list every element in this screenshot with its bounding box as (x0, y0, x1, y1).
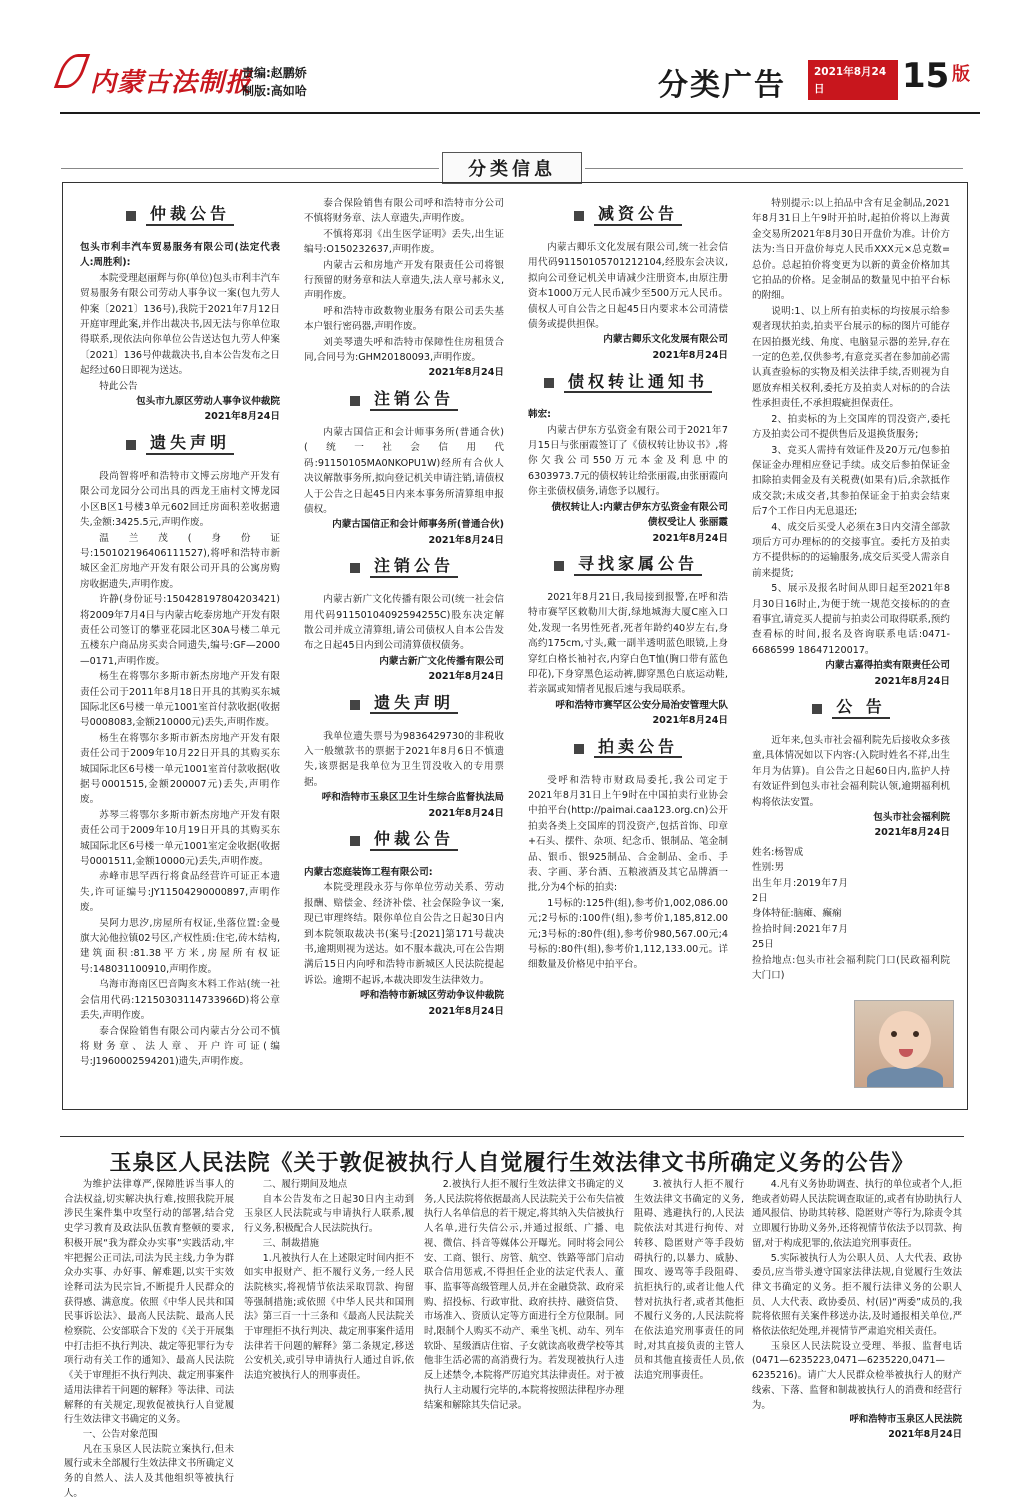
ad-signer: 呼和浩特市玉泉区卫生计生综合监督执法局 (321, 792, 504, 804)
square-bullet-icon (350, 563, 360, 573)
ad-date: 2021年8月24日 (874, 675, 950, 687)
ad-paragraph: 赤峰市思罕西行将食品经营许可证正本遗失,许可证编号:JY11504290000897,声明作废。 (80, 871, 280, 914)
ad-addressee: 内蒙古恋庭装饰工程有限公司: (304, 867, 433, 878)
ad-date: 2021年8月24日 (428, 367, 504, 379)
square-bullet-icon (126, 440, 136, 450)
date-box (808, 60, 898, 112)
ad-heading: 仲裁公告 (304, 829, 504, 853)
court-paragraph: 凡在玉泉区人民法院立案执行,但未履行或未全部履行生效法律文书所确定义务的自然人、法人及其他组织等被执行人。 (64, 1443, 234, 1499)
court-paragraph: 3.被执行人拒不履行生效法律文书确定的义务,阻碍、逃避执行的,人民法院依法对其进行拘传、对转移、隐匿财产等手段妨碍执行的,以暴力、威胁、围攻、谩骂等手段阻碍、抗拒执行的,或者让他人代替对抗执行者,或者其他拒不履行义务的,人民法院将在依法追究刑事责任的同时,对其直接负责的主管人员和其他直接责任人员,依法追究刑事责任。 (634, 1179, 744, 1382)
column-2 (304, 196, 504, 1019)
ad-heading: 减资公告 (528, 204, 728, 228)
ad-paragraph: 内蒙古新广文化传播有限公司(统一社会信用代码91150104092594255C)股东决定解散公司并成立清算组,请公司债权人自本公告发布之日起45日内到公司清算债权债务。 (304, 594, 504, 652)
ad-paragraph: 刘美琴遗失呼和浩特市保障性住房租赁合同,合同号为:GHM20180093,声明作废。 (304, 336, 504, 364)
ad-paragraph: 内蒙古伊东方弘资金有限公司于2021年7月15日与张丽霞签订了《债权转让协议书》,将你欠我公司550万元本金及利息中的6303973.7元的债权转让给张丽霞,由张丽霞向你主张债权债务,请您予以履行。 (528, 424, 728, 498)
page-number: 15 (902, 56, 950, 96)
ad-paragraph: 温兰茂(身份证号:150102196406111527),将呼和浩特市新城区金汇房地产开发有限公司开具的公寓房购房收据遗失,声明作废。 (80, 532, 280, 590)
ad-paragraph: 杨生在将鄂尔多斯市新杰房地产开发有限责任公司于2009年10月22日开具的其购买东城国际北区6号楼一单元1001室首付款收据(收据号0001515,金额200007元)丢失,声明作废。 (80, 732, 280, 806)
header-rule (60, 112, 980, 114)
ad-heading: 遗失声明 (304, 693, 504, 717)
ad-paragraph: 1号标的:125件(组),参考价1,002,086.00元;2号标的:100件(组),参考价1,185,812.00元;3号标的:80件(组),参考价980,567.00元;4号标的:80件(组),参考价1,112,133.00元。详细数量及价格见中拍平台。 (528, 897, 728, 971)
square-bullet-icon (126, 211, 136, 221)
ad-paragraph: 近年来,包头市社会福利院先后接收众多孩童,具体情况如以下内容:(入院时姓名不祥,出生年月为估算)。自公告之日起60日内,监护人持有效证件到包头市社会福利院认领,逾期福利机构将依法安置。 (752, 735, 950, 808)
square-bullet-icon (812, 704, 822, 714)
ad-heading: 公 告 (752, 697, 950, 721)
court-column-1 (64, 1178, 234, 1501)
ad-signer: 包头市社会福利院 (873, 812, 950, 824)
court-paragraph: 自本公告发布之日起30日内主动到玉泉区人民法院或与申请执行人联系,履行义务,积极配合人民法院执行。 (244, 1193, 414, 1235)
ad-paragraph: 本院受理段永芬与你单位劳动关系、劳动报酬、赔偿金、经济补偿、社会保险争议一案,现已审理终结。限你单位自公告之日起30日内到本院领取裁决书(案号:[2021]第171号裁决书,逾期则视为送达。如不服本裁决,可在公告期满后15日内向呼和浩特市新城区人民法院提起诉讼。逾期不起诉,本裁决即发生法律效力。 (304, 882, 504, 986)
ad-paragraph: 泰合保险销售有限公司呼和浩特市分公司不慎将财务章、法人章遗失,声明作废。 (304, 198, 504, 225)
square-bullet-icon (554, 561, 564, 571)
credits (242, 64, 307, 100)
ad-date: 2021年8月24日 (652, 532, 728, 544)
ad-signer: 呼和浩特市赛罕区公安分局治安管理大队 (555, 699, 728, 711)
masthead (60, 56, 980, 112)
ad-addressee: 韩宏: (528, 409, 552, 421)
ad-heading: 拍卖公告 (528, 737, 728, 761)
court-column-2 (244, 1178, 414, 1384)
column-4 (752, 196, 950, 984)
newspaper-emblem-icon (54, 54, 90, 88)
column-3 (528, 196, 728, 973)
ad-paragraph: 特别提示:以上拍品中含有足金制品,2021年8月31日上午9时开拍时,起拍价将以上海黄金交易所2021年8月30日开盘价为准。计价方法为:当日开盘价每克人民币XXX元×总克数=总价。总起拍价将变更为以新的黄金价格加其它拍品的价格。足金制品的数量见中拍平台标的附细。 (752, 198, 950, 302)
court-paragraph: 5.实际被执行人为公职人员、人大代表、政协委员,应当带头遵守国家法律法规,自觉履行生效法律文书确定的义务。拒不履行法律义务的公职人员、人大代表、政协委员、村(居)“两委”成员的,我院将依照有关案件移送办法,及时通报相关单位,严格依法依纪处理,并视情节严肃追究相关责任。 (752, 1252, 962, 1338)
ad-paragraph: 4、成交后买受人必须在3日内交清全部款项后方可办理标的的交接事宜。委托方及拍卖方不提供标的的运输服务,成交后买受人需亲自前来提货; (752, 521, 950, 579)
ad-paragraph: 杨生在将鄂尔多斯市新杰房地产开发有限责任公司于2011年8月18日开具的其购买东城国际北区6号楼一单元1001室首付款收据(收据号0008083,金额210000元)丢失,声明作废。 (80, 671, 280, 729)
square-bullet-icon (574, 211, 584, 221)
ad-paragraph: 说明:1、以上所有拍卖标的均按展示给参观者现状拍卖,拍卖平台展示的标的图片可能存在因拍摄光线、角度、电脑显示器的差异,存在一定的色差,仅供参考,有意竞买者在参加前必需认真查验标的实物及相关法律手续,否则视为自愿放弃相关权利,委托方及拍卖人对标的的合法性承担责任,不承担瑕疵担保责任。 (752, 305, 950, 410)
court-paragraph: 为维护法律尊严,保障胜诉当事人的合法权益,切实解决执行难,按照我院开展涉民生案件集中攻坚行动的部署,结合党史学习教育及政法队伍教育整顿的要求,积极开展“我为群众办实事”实践活动,牢牢把握公正司法,司法为民主线,力争为群众办实事、办好事、解难题,以实干实效诠释司法为民宗旨,不断提升人民群众的获得感、满意度。依照《中华人民共和国民事诉讼法》、最高人民法院、最高人民检察院、公安部联合下发的《关于开展集中打击拒不执行判决、裁定等犯罪行为专项行动有关工作的通知》、最高人民法院《关于审理拒不执行判决、裁定刑事案件适用法律若干问题的解释》等法律、司法解释的有关规定,现敦促被执行人自觉履行生效法律文书确定的义务。 (64, 1179, 234, 1426)
issue-date: 2021年8月24日 (814, 66, 887, 95)
ad-paragraph: 5、展示及报名时间从即日起至2021年8月30日16时止,为便于统一规范交接标的的查看事宜,请竞买人提前与拍卖公司取得联系,预约查看标的时间,报名及咨询联系电话:0471-6686599 18647120017。 (752, 583, 950, 656)
court-date: 2021年8月24日 (888, 1428, 962, 1440)
ad-paragraph: 内蒙古云和房地产开发有限责任公司将银行预留的财务章和法人章遗失,法人章号郝永义,声明作废。 (304, 259, 504, 302)
issue-weekday: 星期二 (837, 100, 869, 112)
ad-signer: 债权受让人 张丽霞 (647, 517, 728, 529)
ad-date: 2021年8月24日 (874, 827, 950, 839)
court-paragraph: 玉泉区人民法院设立受理、举报、监督电话(0471—6235223,0471—6235220,0471—6235216)。请广大人民群众检举被执行人的财产线索、下落、监督和制裁被执行人的消费和经营行为。 (752, 1340, 962, 1411)
ad-heading: 注销公告 (304, 556, 504, 580)
editor-credit: 责编:赵鹏娇 (242, 66, 307, 80)
ad-signer: 内蒙古嘉得拍卖有限责任公司 (825, 660, 950, 672)
ad-paragraph: 泰合保险销售有限公司内蒙古分公司不慎将财务章、法人章、开户许可证(编号:J1960002594201)遗失,声明作废。 (80, 1025, 280, 1068)
court-paragraph: 二、履行期间及地点 (262, 1179, 348, 1190)
square-bullet-icon (350, 700, 360, 710)
court-signer: 呼和浩特市玉泉区人民法院 (849, 1414, 962, 1426)
child-photo (854, 1000, 954, 1088)
page-suffix: 版 (952, 64, 970, 85)
child-birth: 出生年月:2019年7月2日 (752, 877, 848, 905)
ad-paragraph: 乌海市海南区巴音陶亥木料工作站(统一社会信用代码:12150303114733966D)将公章丢失,声明作废。 (80, 979, 280, 1022)
ad-date: 2021年8月24日 (428, 807, 504, 819)
court-paragraph: 1.凡被执行人在上述限定时间内拒不如实申报财产、拒不履行义务,一经人民法院核实,将视情节依法采取罚款、拘留等强制措施;或依照《中华人民共和国刑法》第三百一十三条和《最高人民法院关于审理拒不执行判决、裁定刑事案件适用法律若干问题的解释》第二条规定,移送公安机关,或引导申请执行人通过自诉,依法追究被执行人的刑事责任。 (244, 1252, 414, 1382)
square-bullet-icon (350, 836, 360, 846)
category-banner: 分类信息 (442, 152, 582, 184)
square-bullet-icon (544, 378, 554, 388)
court-notice-rule (60, 1136, 964, 1137)
section-title: 分类广告 (658, 68, 786, 103)
ad-date: 2021年8月24日 (428, 534, 504, 546)
ad-paragraph: 我单位遗失票号为9836429730的非税收入一般缴款书的票据于2021年8月6日不慎遗失,该票据是我单位为卫生罚没收入的专用票据。 (304, 730, 504, 788)
child-info (752, 845, 848, 953)
column-1 (80, 196, 280, 1070)
ad-date: 2021年8月24日 (652, 349, 728, 361)
court-paragraph: 三、制裁措施 (262, 1237, 320, 1249)
child-gender: 性别:男 (752, 862, 785, 874)
ad-paragraph: 吴阿力思汐,房屋所有权证,坐落位置:金曼旗大沁他拉镇02号区,产权性质:住宅,砖木结构,建筑面积:81.38平方米,房屋所有权证号:148031100910,声明作废。 (80, 917, 280, 975)
ad-heading: 仲裁公告 (80, 204, 280, 228)
court-column-4 (634, 1178, 744, 1384)
ad-signer: 呼和浩特市新城区劳动争议仲裁院 (360, 990, 504, 1002)
child-features: 身体特征:脑瘫、癫痫 (752, 908, 842, 920)
ad-paragraph: 2、拍卖标的为上交国库的罚没资产,委托方及拍卖公司不提供售后及退换货服务; (752, 413, 950, 441)
ad-paragraph: 2021年8月21日,我局接到报警,在呼和浩特市赛罕区敕勒川大街,绿地城海大厦C座入口处,发现一名男性死者,死者年龄约40岁左右,身高约175cm,寸头,戴一副半透明蓝色眼镜,上身穿红白格长袖衬衣,内穿白色T恤(胸口带有蓝色印花),下身穿黑色运动裤,脚穿黑色白底运动鞋,若亲属或知情者见报后速与我局联系。 (528, 591, 728, 696)
ad-heading: 寻找家属公告 (528, 554, 728, 578)
ad-date: 2021年8月24日 (428, 1005, 504, 1017)
court-paragraph: 一、公告对象范围 (82, 1428, 158, 1440)
production-credit: 制版:高如哈 (242, 84, 307, 98)
child-found-date: 捡拾时间:2021年7月25日 (752, 923, 848, 951)
ad-paragraph: 特此公告 (99, 380, 138, 392)
child-found-place: 捡拾地点:包头市社会福利院门口(民政福利院大门口) (752, 954, 950, 982)
court-paragraph: 4.凡有义务协助调查、执行的单位或者个人,拒绝或者妨碍人民法院调查取证的,或者有协助执行人通风报信、协助其转移、隐匿财产等行为,除责令其立即履行协助义务外,还将视情节依法予以罚款、拘留,对于构成犯罪的,依法追究刑事责任。 (752, 1179, 962, 1249)
ad-paragraph: 苏琴三将鄂尔多斯市新杰房地产开发有限责任公司于2009年10月19日开具的其购买东城国际北区6号楼一单元1001室定金收据(收据号0001511,金额10000元)丢失,声明作废。 (80, 809, 280, 868)
ad-paragraph: 受呼和浩特市财政局委托,我公司定于2021年8月31日上午9时在中国拍卖行业协会中拍平台(http://paimai.caa123.org.cn)公开拍卖各类上交国库的罚没资产,包括首饰、印章+石头、摆件、杂项、纪念币、银制品、笔金制品、银币、银925制品、合金制品、金币、手表、字画、茅台酒、五粮液酒及其它品牌酒一批,分为4个标的拍卖: (528, 774, 728, 894)
ad-paragraph: 本院受理赵丽辉与你(单位)包头市利丰汽车贸易服务有限公司劳动人事争议一案(包九劳人仲案〔2021〕136号),我院于2021年7月12日开庭审理此案,并作出裁决书,因无法与你单位取得联系,现依法向你单位公告送达包九劳人仲案〔2021〕136号仲裁裁决书,自本公告发布之日起经过60日即视为送达。 (80, 272, 280, 377)
newspaper-logo: 内蒙古法制报 (90, 68, 253, 98)
child-name: 姓名:杨智成 (752, 846, 804, 858)
ad-date: 2021年8月24日 (204, 411, 280, 423)
court-column-3 (424, 1178, 624, 1413)
ad-heading: 注销公告 (304, 389, 504, 413)
ad-signer: 债权转让人:内蒙古伊东方弘资金有限公司 (551, 501, 728, 513)
ad-addressee: 包头市利丰汽车贸易服务有限公司(法定代表人:周胜利): (80, 242, 280, 269)
ad-paragraph: 许静(身份证号:150428197804203421)将2009年7月4日与内蒙古屹泰房地产开发有限责任公司签订的攀亚花园北区30A号楼二单元五楼东户商品房买卖合同遗失,编号:GF—2000—0171,声明作废。 (80, 594, 280, 667)
ad-paragraph: 3、竞买人需持有效证件及20万元/包参拍保证金办理相应登记手续。成交后参拍保证金扣除拍卖佣金及有关税费(如果有)后,余款抵作成交款;未成交者,其参拍保证金于拍卖会结束后7个工作日内无息退还; (752, 444, 950, 518)
ad-signer: 包头市九原区劳动人事争议仲裁院 (136, 396, 280, 408)
ad-signer: 内蒙古卿乐文化发展有限公司 (603, 334, 728, 346)
ad-paragraph: 内蒙古卿乐文化发展有限公司,统一社会信用代码91150105701212104,经股东会决议,拟向公司登记机关申请减少注册资本,由原注册资本1000万元人民币减少至500万元人民币。债权人可自公告之日起45日内要求本公司清偿债务或提供担保。 (528, 242, 728, 331)
square-bullet-icon (574, 744, 584, 754)
ad-date: 2021年8月24日 (428, 671, 504, 683)
court-paragraph: 2.被执行人拒不履行生效法律文书确定的义务,人民法院将依据最高人民法院关于公布失信被执行人名单信息的若干规定,将其纳入失信被执行人名单,进行失信公示,并通过报纸、广播、电视、微信、抖音等媒体公开曝光。同时将会同公安、工商、银行、房管、航空、铁路等部门启动联合信用惩戒,不得担任企业的法定代表人、董事、监事等高级管理人员,并在金融贷款、政府采购、招投标、行政审批、政府扶持、融资信贷、市场准入、资质认定等方面进行全方位限制。同时,限制个人购买不动产、乘坐飞机、动车、列车软卧、星级酒店住宿、子女就读高收费学校等其他非生活必需的高消费行为。若发现被执行人违反上述禁令,本院将严厉追究其法律责任。对于被执行人主动履行完毕的,本院将按照法律程序办理结案和解除其失信记录。 (424, 1179, 624, 1411)
court-notice-title: 玉泉区人民法院《关于敦促被执行人自觉履行生效法律文书所确定义务的公告》 (109, 1150, 915, 1176)
ad-signer: 内蒙古新广文化传播有限公司 (379, 655, 504, 667)
square-bullet-icon (350, 396, 360, 406)
ad-paragraph: 呼和浩特市政数物业服务有限公司丢失基本户银行密码器,声明作废。 (304, 305, 504, 333)
ad-paragraph: 不慎将郑羽《出生医学证明》丢失,出生证编号:O150232637,声明作废。 (304, 228, 504, 256)
ad-signer: 内蒙古国信正和会计师事务所(普通合伙) (332, 519, 504, 531)
ad-heading: 债权转让通知书 (528, 371, 728, 395)
ad-paragraph: 段尚智将呼和浩特市文博云房地产开发有限公司龙园分公司出具的西龙王庙村文博龙园小区B区1号楼3单元602回迁房面积差收据遗失,金额:3425.5元,声明作废。 (80, 470, 280, 529)
ad-heading: 遗失声明 (80, 433, 280, 457)
court-column-5 (752, 1178, 962, 1443)
ad-paragraph: 内蒙古国信正和会计师事务所(普通合伙)(统一社会信用代码:91150105MA0NKOPU1W)经所有合伙人决议解散事务所,拟向登记机关申请注销,请债权人于公告之日起45日内来本事务所清算组申报债权。 (304, 426, 504, 515)
ad-date: 2021年8月24日 (652, 715, 728, 727)
